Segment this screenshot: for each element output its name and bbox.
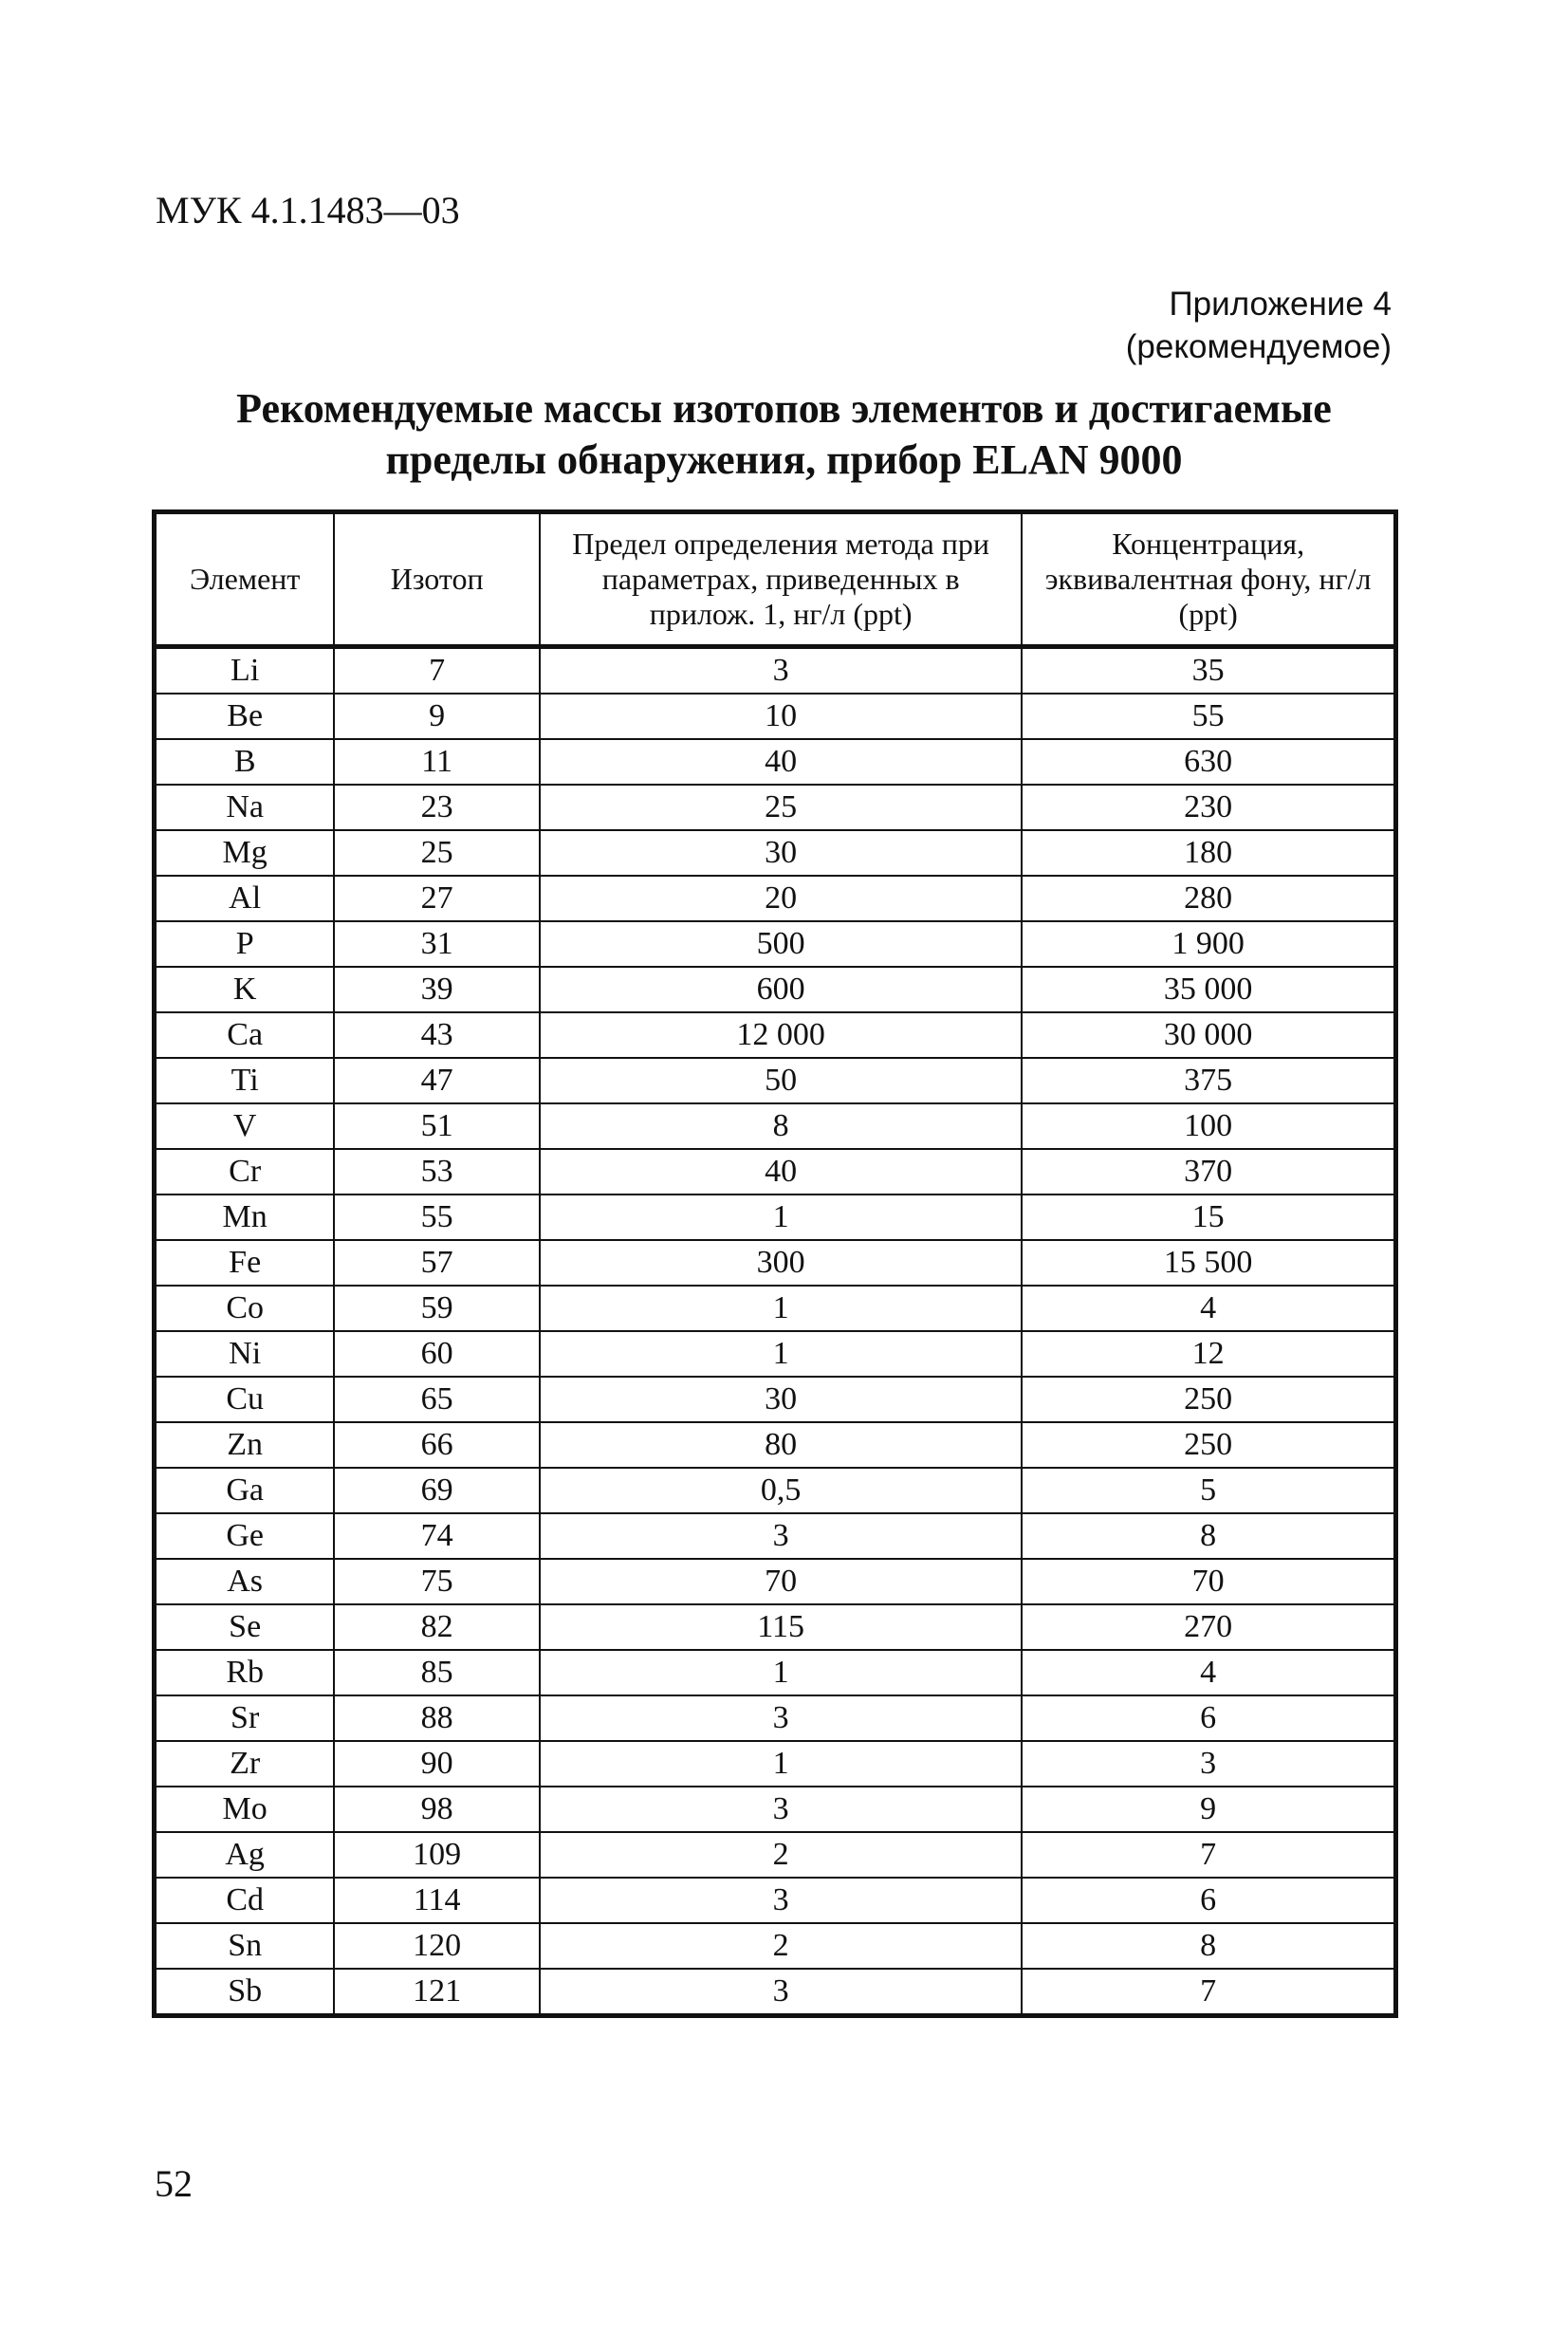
isotope-cell: 11 <box>334 739 540 785</box>
detection-limit-cell: 2 <box>540 1923 1022 1969</box>
element-cell: Cu <box>155 1377 335 1422</box>
isotope-cell: 55 <box>334 1195 540 1240</box>
detection-limit-cell: 3 <box>540 1969 1022 2016</box>
detection-limit-cell: 1 <box>540 1650 1022 1695</box>
background-concentration-cell: 8 <box>1022 1513 1395 1559</box>
element-cell: Al <box>155 876 335 921</box>
background-concentration-cell: 230 <box>1022 785 1395 830</box>
background-concentration-cell: 55 <box>1022 694 1395 739</box>
column-header-isotope: Изотоп <box>334 512 540 647</box>
background-concentration-cell: 5 <box>1022 1468 1395 1513</box>
table-row <box>155 1331 1396 1377</box>
table-row <box>155 1650 1396 1695</box>
table-row <box>155 1832 1396 1878</box>
background-concentration-cell: 630 <box>1022 739 1395 785</box>
table-row <box>155 1195 1396 1240</box>
element-cell: B <box>155 739 335 785</box>
table-row <box>155 921 1396 967</box>
background-concentration-cell: 35 <box>1022 647 1395 694</box>
table-row <box>155 1787 1396 1832</box>
isotope-cell: 47 <box>334 1058 540 1103</box>
element-cell: Sn <box>155 1923 335 1969</box>
background-concentration-cell: 12 <box>1022 1331 1395 1377</box>
table-header <box>155 512 1396 647</box>
isotope-cell: 39 <box>334 967 540 1012</box>
table-row <box>155 830 1396 876</box>
isotope-cell: 59 <box>334 1286 540 1331</box>
detection-limit-cell: 3 <box>540 1513 1022 1559</box>
background-concentration-cell: 6 <box>1022 1878 1395 1923</box>
detection-limit-cell: 3 <box>540 647 1022 694</box>
table-row <box>155 1513 1396 1559</box>
background-concentration-cell: 15 500 <box>1022 1240 1395 1286</box>
detection-limit-cell: 300 <box>540 1240 1022 1286</box>
table-row <box>155 1103 1396 1149</box>
isotope-cell: 60 <box>334 1331 540 1377</box>
element-cell: Mg <box>155 830 335 876</box>
background-concentration-cell: 30 000 <box>1022 1012 1395 1058</box>
table-row <box>155 1012 1396 1058</box>
background-concentration-cell: 35 000 <box>1022 967 1395 1012</box>
element-cell: Cr <box>155 1149 335 1195</box>
element-cell: Se <box>155 1604 335 1650</box>
element-cell: Ag <box>155 1832 335 1878</box>
background-concentration-cell: 4 <box>1022 1650 1395 1695</box>
appendix-number: Приложение 4 <box>1169 286 1392 323</box>
table-body <box>155 647 1396 2016</box>
isotope-cell: 120 <box>334 1923 540 1969</box>
isotope-cell: 66 <box>334 1422 540 1468</box>
document-code: МУК 4.1.1483—03 <box>156 189 460 231</box>
background-concentration-cell: 375 <box>1022 1058 1395 1103</box>
background-concentration-cell: 9 <box>1022 1787 1395 1832</box>
element-cell: Sb <box>155 1969 335 2016</box>
detection-limit-cell: 500 <box>540 921 1022 967</box>
element-cell: Cd <box>155 1878 335 1923</box>
detection-limit-cell: 600 <box>540 967 1022 1012</box>
table-row <box>155 1741 1396 1787</box>
detection-limit-cell: 50 <box>540 1058 1022 1103</box>
table-row <box>155 1286 1396 1331</box>
detection-limit-cell: 2 <box>540 1832 1022 1878</box>
detection-limit-cell: 20 <box>540 876 1022 921</box>
element-cell: K <box>155 967 335 1012</box>
table-row <box>155 876 1396 921</box>
header-row <box>155 512 1396 647</box>
isotope-cell: 53 <box>334 1149 540 1195</box>
element-cell: Mn <box>155 1195 335 1240</box>
element-cell: Ni <box>155 1331 335 1377</box>
isotope-cell: 109 <box>334 1832 540 1878</box>
element-cell: Li <box>155 647 335 694</box>
background-concentration-cell: 270 <box>1022 1604 1395 1650</box>
detection-limit-cell: 40 <box>540 739 1022 785</box>
detection-limit-cell: 30 <box>540 830 1022 876</box>
table-row <box>155 647 1396 694</box>
table-row <box>155 1559 1396 1604</box>
table-row <box>155 1604 1396 1650</box>
element-cell: Zn <box>155 1422 335 1468</box>
table-row <box>155 1923 1396 1969</box>
background-concentration-cell: 70 <box>1022 1559 1395 1604</box>
element-cell: Co <box>155 1286 335 1331</box>
title-line-2: пределы обнаружения, прибор ELAN 9000 <box>385 436 1183 483</box>
element-cell: Ti <box>155 1058 335 1103</box>
table-row <box>155 1878 1396 1923</box>
background-concentration-cell: 15 <box>1022 1195 1395 1240</box>
isotope-cell: 23 <box>334 785 540 830</box>
table-row <box>155 1377 1396 1422</box>
isotope-cell: 98 <box>334 1787 540 1832</box>
table-row <box>155 1468 1396 1513</box>
isotope-cell: 69 <box>334 1468 540 1513</box>
isotope-cell: 31 <box>334 921 540 967</box>
table-row <box>155 967 1396 1012</box>
background-concentration-cell: 4 <box>1022 1286 1395 1331</box>
background-concentration-cell: 250 <box>1022 1422 1395 1468</box>
table-row <box>155 1695 1396 1741</box>
isotope-cell: 90 <box>334 1741 540 1787</box>
background-concentration-cell: 100 <box>1022 1103 1395 1149</box>
page-number: 52 <box>155 2162 193 2205</box>
isotope-cell: 74 <box>334 1513 540 1559</box>
isotope-cell: 82 <box>334 1604 540 1650</box>
element-cell: P <box>155 921 335 967</box>
isotope-cell: 9 <box>334 694 540 739</box>
detection-limit-cell: 70 <box>540 1559 1022 1604</box>
element-cell: Na <box>155 785 335 830</box>
background-concentration-cell: 370 <box>1022 1149 1395 1195</box>
table-row <box>155 694 1396 739</box>
background-concentration-cell: 8 <box>1022 1923 1395 1969</box>
table-row <box>155 739 1396 785</box>
detection-limit-cell: 12 000 <box>540 1012 1022 1058</box>
element-cell: Ge <box>155 1513 335 1559</box>
isotope-cell: 75 <box>334 1559 540 1604</box>
detection-limit-cell: 8 <box>540 1103 1022 1149</box>
table-row <box>155 785 1396 830</box>
background-concentration-cell: 6 <box>1022 1695 1395 1741</box>
background-concentration-cell: 7 <box>1022 1832 1395 1878</box>
element-cell: Ca <box>155 1012 335 1058</box>
page-title <box>152 383 1416 486</box>
column-header-element: Элемент <box>155 512 335 647</box>
detection-limit-cell: 30 <box>540 1377 1022 1422</box>
element-cell: V <box>155 1103 335 1149</box>
column-header-detection-limit: Предел определения метода при параметрах, приведенных в прилож. 1, нг/л (ppt) <box>540 512 1022 647</box>
detection-limit-cell: 1 <box>540 1741 1022 1787</box>
column-header-background-concentration: Концентрация, эквивалентная фону, нг/л (ppt) <box>1022 512 1395 647</box>
table-row <box>155 1240 1396 1286</box>
detection-limit-cell: 3 <box>540 1695 1022 1741</box>
detection-limit-cell: 0,5 <box>540 1468 1022 1513</box>
isotope-cell: 121 <box>334 1969 540 2016</box>
element-cell: Mo <box>155 1787 335 1832</box>
detection-limit-cell: 10 <box>540 694 1022 739</box>
background-concentration-cell: 1 900 <box>1022 921 1395 967</box>
detection-limit-cell: 115 <box>540 1604 1022 1650</box>
isotope-cell: 88 <box>334 1695 540 1741</box>
element-cell: Ga <box>155 1468 335 1513</box>
detection-limit-cell: 1 <box>540 1331 1022 1377</box>
table-row <box>155 1969 1396 2016</box>
background-concentration-cell: 180 <box>1022 830 1395 876</box>
detection-limit-cell: 3 <box>540 1787 1022 1832</box>
isotope-cell: 85 <box>334 1650 540 1695</box>
isotope-table <box>152 509 1398 2018</box>
isotope-cell: 57 <box>334 1240 540 1286</box>
element-cell: Rb <box>155 1650 335 1695</box>
isotope-cell: 65 <box>334 1377 540 1422</box>
detection-limit-cell: 1 <box>540 1286 1022 1331</box>
element-cell: Sr <box>155 1695 335 1741</box>
table-row <box>155 1422 1396 1468</box>
appendix-label <box>1126 283 1392 368</box>
isotope-cell: 43 <box>334 1012 540 1058</box>
detection-limit-cell: 80 <box>540 1422 1022 1468</box>
isotope-cell: 114 <box>334 1878 540 1923</box>
detection-limit-cell: 40 <box>540 1149 1022 1195</box>
detection-limit-cell: 1 <box>540 1195 1022 1240</box>
background-concentration-cell: 7 <box>1022 1969 1395 2016</box>
background-concentration-cell: 3 <box>1022 1741 1395 1787</box>
isotope-cell: 27 <box>334 876 540 921</box>
element-cell: As <box>155 1559 335 1604</box>
detection-limit-cell: 25 <box>540 785 1022 830</box>
background-concentration-cell: 280 <box>1022 876 1395 921</box>
table-row <box>155 1149 1396 1195</box>
table-row <box>155 1058 1396 1103</box>
isotope-cell: 7 <box>334 647 540 694</box>
element-cell: Be <box>155 694 335 739</box>
background-concentration-cell: 250 <box>1022 1377 1395 1422</box>
isotope-cell: 51 <box>334 1103 540 1149</box>
isotope-cell: 25 <box>334 830 540 876</box>
element-cell: Fe <box>155 1240 335 1286</box>
appendix-type: (рекомендуемое) <box>1125 328 1392 365</box>
title-line-1: Рекомендуемые массы изотопов элементов и достигаемые <box>236 385 1332 432</box>
detection-limit-cell: 3 <box>540 1878 1022 1923</box>
element-cell: Zr <box>155 1741 335 1787</box>
